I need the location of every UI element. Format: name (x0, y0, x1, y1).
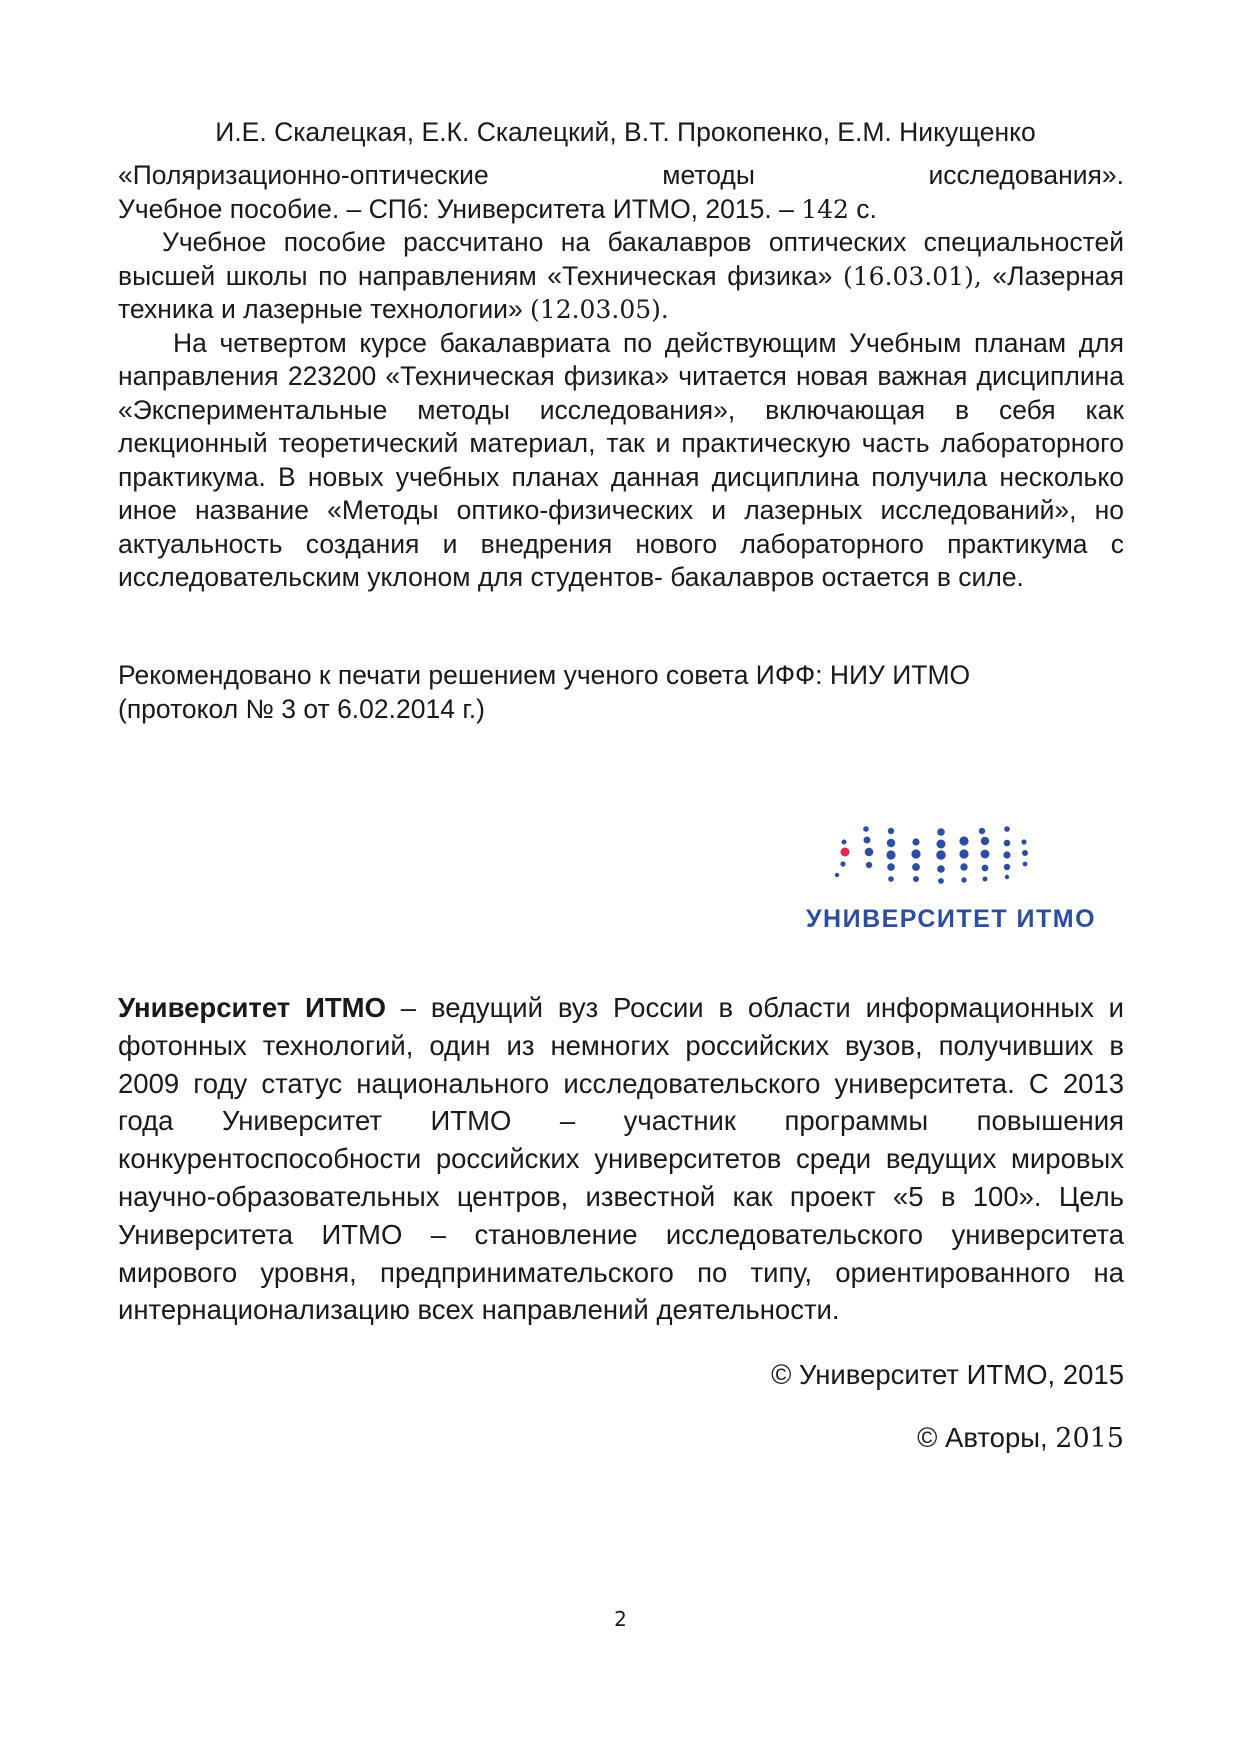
logo-dots (835, 826, 1028, 884)
citation-title: «Поляризационно-оптические методы исследования». (118, 160, 1124, 190)
citation-publisher: Учебное пособие. – СПб: Университета ИТМО, 2015. – (118, 193, 802, 224)
citation-details (118, 193, 1124, 227)
page-number: 2 (614, 1607, 627, 1631)
direction-code-2: (12.03.05). (530, 295, 669, 324)
abstract-p1-text2: «Лазерная техника и лазерные технологии» (118, 260, 1124, 324)
citation (118, 159, 1124, 226)
authors-line: И.Е. Скалецкая, Е.К. Скалецкий, В.Т. Прокопенко, Е.М. Никущенко (215, 117, 1036, 147)
recommendation-line-2: (протокол № 3 от 6.02.2014 г.) (118, 693, 485, 724)
abstract-p1-text: Учебное пособие рассчитано на бакалавров оптических специальностей высшей школы по направлениям «Техническая физика» (118, 227, 1124, 291)
recommendation (118, 659, 1124, 726)
abstract-paragraph-1 (118, 226, 1124, 327)
copyright-authors (917, 1420, 1124, 1457)
university-description (118, 989, 1124, 1329)
abstract-paragraph-2: На четвертом курсе бакалавриата по действующим Учебным планам для направления 223200 «Техническая физика» читается новая важная дисциплина «Экспериментальные методы исследования», включающая в себя как лекционный теоретический материал, так и практическую часть лабораторного практикума. В новых учебных планах данная дисциплина получила несколько иное название «Методы оптико-физических и лазерных исследований», но актуальность создания и внедрения нового лабораторного практикума с исследовательским уклоном для студентов- бакалавров остается в силе. (118, 327, 1124, 592)
recommendation-line-1: Рекомендовано к печати решением ученого совета ИФФ: НИУ ИТМО (118, 660, 971, 690)
university-name: Университет ИТМО (118, 992, 386, 1023)
copyright-university: © Университет ИТМО, 2015 (771, 1359, 1124, 1390)
logo-text: УНИВЕРСИТЕТ ИТМО (806, 905, 1097, 933)
university-text: – ведущий вуз России в области информационных и фотонных технологий, один из немногих российских вузов, получивших в 2009 году статус национального исследовательского университета. С 2013 года Университет ИТМО – участник программы повышения конкурентоспособности российских университетов среди ведущих мировых научно-образовательных центров, известной как проект «5 в 100». Цель Университета ИТМО – становление исследовательского университета мирового уровня, предпринимательского по типу, ориентированного на интернационализацию всех направлений деятельности. (118, 992, 1125, 1326)
direction-code-1: (16.03.01), (843, 261, 982, 291)
abstract (118, 226, 1124, 595)
citation-pages-suffix: с. (848, 193, 877, 224)
logo-red-dot (841, 848, 850, 857)
copyright-authors-year: 2015 (1055, 1423, 1124, 1454)
copyright-authors-label: © Авторы, (917, 1422, 1056, 1453)
citation-pages: 142 (801, 194, 849, 224)
